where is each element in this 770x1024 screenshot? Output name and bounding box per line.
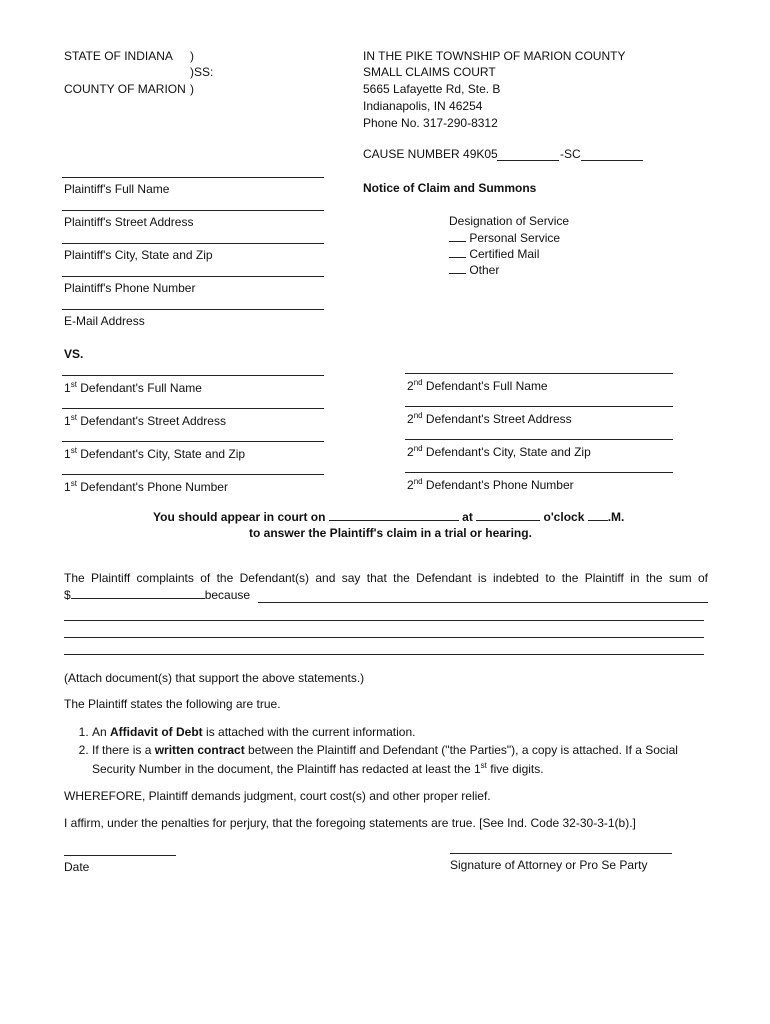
court-address: 5665 Lafayette Rd, Ste. B — [363, 82, 501, 96]
caption-paren-3: ) — [190, 82, 194, 96]
because-field-1[interactable] — [258, 602, 708, 603]
defendant1-street-label: 1st Defendant's Street Address — [64, 413, 226, 428]
defendant1-phone-label: 1st Defendant's Phone Number — [64, 479, 228, 494]
cause-number-label: CAUSE NUMBER 49K05 — [363, 147, 498, 161]
court-type: SMALL CLAIMS COURT — [363, 65, 496, 79]
because-field-2[interactable] — [64, 620, 704, 621]
defendant2-city-field[interactable] — [405, 439, 673, 440]
appear-oclock: o'clock — [543, 510, 585, 524]
versus-label: VS. — [64, 347, 84, 361]
because-field-4[interactable] — [64, 654, 704, 655]
defendant1-city-label: 1st Defendant's City, State and Zip — [64, 446, 246, 461]
court-name: IN THE PIKE TOWNSHIP OF MARION COUNTY — [363, 49, 626, 63]
plaintiff-email-field[interactable] — [62, 309, 324, 310]
attach-note: (Attach document(s) that support the above statements.) — [64, 671, 365, 685]
cause-sc-label: -SC — [560, 147, 581, 161]
claim-amount-field[interactable] — [71, 598, 205, 599]
notice-title: Notice of Claim and Summons — [363, 181, 537, 195]
appear-at: at — [462, 510, 473, 524]
plaintiff-email-label: E-Mail Address — [64, 314, 145, 328]
claim-amount-line — [64, 588, 250, 602]
defendant2-street-label: 2nd Defendant's Street Address — [407, 411, 572, 426]
statement-item-1: 1. An Affidavit of Debt is attached with the current information. — [92, 724, 710, 740]
claim-text: The Plaintiff complaints of the Defendant(s) and say that the Defendant is indebted to the Plaintiff in the sum of — [64, 571, 708, 585]
service-certified-label: Certified Mail — [469, 247, 540, 261]
plaintiff-street-field[interactable] — [62, 210, 324, 211]
service-certified-checkline[interactable] — [449, 257, 466, 258]
cause-sc-field[interactable] — [581, 160, 643, 161]
court-city: Indianapolis, IN 46254 — [363, 99, 483, 113]
plaintiff-street-label: Plaintiff's Street Address — [64, 215, 194, 229]
service-certified-option[interactable] — [449, 247, 539, 261]
plaintiff-name-label: Plaintiff's Full Name — [64, 182, 170, 196]
date-field[interactable] — [64, 855, 176, 856]
defendant1-phone-field[interactable] — [62, 474, 324, 475]
date-label: Date — [64, 860, 90, 874]
service-personal-label: Personal Service — [469, 231, 561, 245]
service-personal-option[interactable] — [449, 231, 560, 245]
defendant2-city-label: 2nd Defendant's City, State and Zip — [407, 444, 591, 459]
defendant1-street-field[interactable] — [62, 408, 324, 409]
caption-ss: )SS: — [190, 65, 214, 79]
plaintiff-phone-label: Plaintiff's Phone Number — [64, 281, 196, 295]
service-personal-checkline[interactable] — [449, 241, 466, 242]
appear-prefix: You should appear in court on — [153, 510, 326, 524]
county-label: COUNTY OF MARION — [64, 82, 186, 96]
plaintiff-city-label: Plaintiff's City, State and Zip — [64, 248, 213, 262]
service-other-option[interactable] — [449, 263, 499, 277]
caption-paren-1: ) — [190, 49, 194, 63]
appear-meridiem: .M. — [607, 510, 625, 524]
state-label: STATE OF INDIANA — [64, 49, 173, 63]
court-phone: Phone No. 317-290-8312 — [363, 116, 498, 130]
defendant1-name-label: 1st Defendant's Full Name — [64, 380, 202, 395]
defendant2-name-field[interactable] — [405, 373, 673, 374]
cause-number-field[interactable] — [497, 160, 559, 161]
affirmation: I affirm, under the penalties for perjury, that the foregoing statements are true. [See Ind. Code 32-30-3-1(b).] — [64, 816, 636, 830]
because-label: because — [204, 588, 251, 602]
because-field-3[interactable] — [64, 637, 704, 638]
am-pm-field[interactable] — [588, 520, 608, 521]
signature-label: Signature of Attorney or Pro Se Party — [450, 858, 648, 872]
appear-sentence — [153, 510, 624, 524]
plaintiff-phone-field[interactable] — [62, 276, 324, 277]
defendant2-name-label: 2nd Defendant's Full Name — [407, 378, 548, 393]
defendant2-street-field[interactable] — [405, 406, 673, 407]
service-title: Designation of Service — [449, 214, 570, 228]
defendant1-name-field[interactable] — [62, 375, 324, 376]
dollar-sign: $ — [64, 588, 71, 602]
service-other-checkline[interactable] — [449, 273, 466, 274]
defendant2-phone-label: 2nd Defendant's Phone Number — [407, 477, 574, 492]
court-date-field[interactable] — [329, 520, 459, 521]
defendant2-phone-field[interactable] — [405, 472, 673, 473]
service-other-label: Other — [469, 263, 500, 277]
statements-list — [70, 724, 710, 779]
appear-line2: to answer the Plaintiff's claim in a trial or hearing. — [249, 526, 532, 540]
wherefore-clause: WHEREFORE, Plaintiff demands judgment, court cost(s) and other proper relief. — [64, 789, 491, 803]
plaintiff-city-field[interactable] — [62, 243, 324, 244]
statement-item-2: 2. If there is a written contract between the Plaintiff and Defendant ("the Parties"), a copy is attached. If a Social Security Number in the document, the Plaintiff has redacted at least the 1st five digits. — [92, 742, 710, 777]
court-time-field[interactable] — [476, 520, 540, 521]
signature-field[interactable] — [450, 853, 672, 854]
plaintiff-name-field[interactable] — [62, 177, 324, 178]
defendant1-city-field[interactable] — [62, 441, 324, 442]
states-true: The Plaintiff states the following are true. — [64, 697, 281, 711]
